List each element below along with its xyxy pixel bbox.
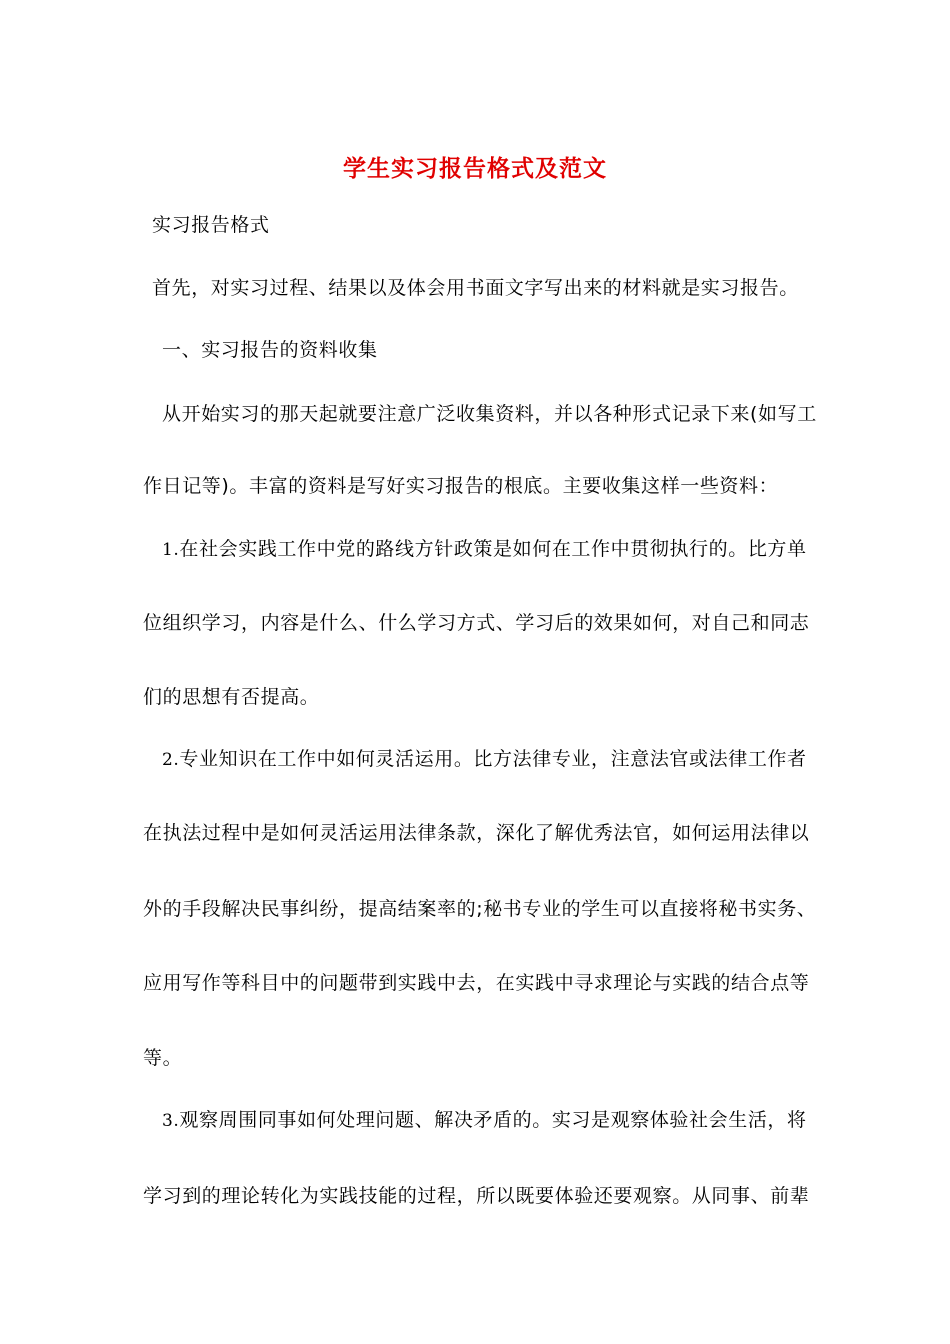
paragraph-line: 学习到的理论转化为实践技能的过程，所以既要体验还要观察。从同事、前辈 — [143, 1185, 810, 1207]
paragraph-line: 从开始实习的那天起就要注意广泛收集资料，并以各种形式记录下来(如写工 — [162, 403, 817, 425]
paragraph-line: 位组织学习，内容是什么、什么学习方式、学习后的效果如何，对自己和同志 — [143, 612, 810, 634]
section-heading-one: 一、实习报告的资料收集 — [162, 339, 378, 361]
list-item-1-line — [162, 536, 807, 563]
list-number: 2. — [162, 750, 180, 770]
list-item-2-line — [162, 746, 807, 773]
intro-paragraph: 首先，对实习过程、结果以及体会用书面文字写出来的材料就是实习报告。 — [152, 277, 799, 299]
paragraph-line: 作日记等)。丰富的资料是写好实习报告的根底。主要收集这样一些资料： — [143, 475, 779, 497]
list-text: 观察周围同事如何处理问题、解决矛盾的。实习是观察体验社会生活，将 — [179, 1109, 807, 1131]
paragraph-line: 应用写作等科目中的问题带到实践中去，在实践中寻求理论与实践的结合点等 — [143, 972, 810, 994]
list-text: 在社会实践工作中党的路线方针政策是如何在工作中贯彻执行的。比方单 — [179, 538, 807, 560]
list-item-3-line — [162, 1107, 807, 1134]
section-heading-format: 实习报告格式 — [152, 214, 270, 236]
list-text: 专业知识在工作中如何灵活运用。比方法律专业，注意法官或法律工作者 — [179, 748, 807, 770]
paragraph-line: 外的手段解决民事纠纷，提高结案率的;秘书专业的学生可以直接将秘书实务、 — [143, 898, 817, 920]
document-title: 学生实习报告格式及范文 — [343, 155, 607, 182]
paragraph-line: 等。 — [143, 1047, 183, 1069]
paragraph-line: 们的思想有否提高。 — [143, 686, 320, 708]
list-number: 3. — [162, 1111, 180, 1131]
paragraph-line: 在执法过程中是如何灵活运用法律条款，深化了解优秀法官，如何运用法律以 — [143, 822, 810, 844]
list-number: 1. — [162, 540, 180, 560]
